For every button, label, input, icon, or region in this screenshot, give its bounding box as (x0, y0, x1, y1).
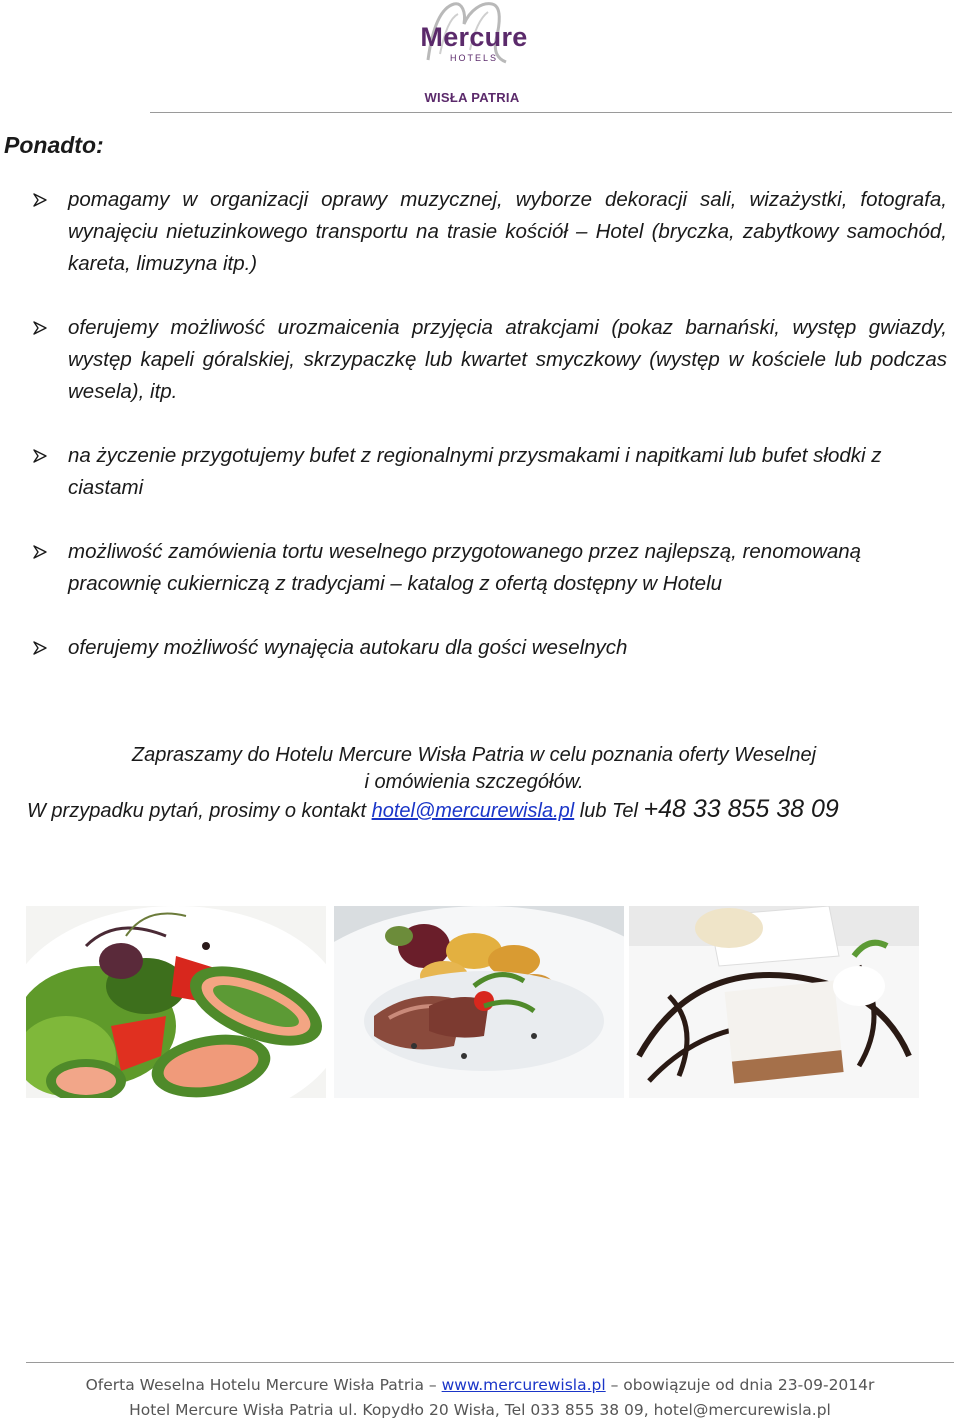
arrow-right-icon (32, 640, 48, 656)
list-item-text: pomagamy w organizacji oprawy muzycznej, wyborze dekoracji sali, wizażystki, fotografa, wynajęciu nietuzinkowego transportu na trasie kościół – Hotel (bryczka, zabytkowy samochód, kareta, limuzyna itp.) (68, 188, 947, 275)
brand-name: Mercure (420, 22, 528, 52)
arrow-right-icon (32, 192, 48, 208)
section-title: Ponadto: (4, 132, 104, 158)
arrow-right-icon (32, 448, 48, 464)
list-item-text: oferujemy możliwość wynajęcia autokaru dla gości weselnych (68, 636, 628, 659)
footer-address: Hotel Mercure Wisła Patria ul. Kopydło 20 Wisła, Tel 033 855 38 09, hotel@mercurewisla.pl (129, 1401, 831, 1419)
invitation-line: Zapraszamy do Hotelu Mercure Wisła Patria w celu poznania oferty Weselnej (131, 744, 817, 766)
contact-line (27, 795, 839, 824)
footer-prefix: Oferta Weselna Hotelu Mercure Wisła Patria – (85, 1376, 442, 1394)
page-footer (0, 1373, 960, 1423)
header-divider (150, 112, 952, 113)
list-item (32, 184, 947, 280)
duck-breast-potatoes-photo (334, 906, 624, 1098)
food-photos (0, 906, 960, 1098)
contact-middle: lub Tel (574, 800, 644, 822)
hotel-name: WISŁA PATRIA (424, 90, 520, 105)
list-item-text: możliwość zamówienia tortu weselnego przygotowanego przez najlepszą, renomowaną pracownię cukierniczą z tradycjami – katalog z ofertą dostępny w Hotelu (68, 540, 862, 595)
offer-list (32, 184, 947, 696)
page-header (0, 0, 960, 120)
email-link[interactable]: hotel@mercurewisla.pl (371, 800, 575, 822)
invitation-text (0, 742, 948, 796)
footer-line (0, 1373, 960, 1398)
list-item (32, 632, 947, 664)
footer-divider (26, 1362, 954, 1363)
arrow-right-icon (32, 544, 48, 560)
contact-prefix: W przypadku pytań, prosimy o kontakt (27, 800, 372, 822)
brand-subtitle: HOTELS (449, 53, 498, 63)
footer-suffix: – obowiązuje od dnia 23-09-2014r (605, 1376, 875, 1394)
phone-number: +48 33 855 38 09 (643, 795, 839, 823)
arrow-right-icon (32, 320, 48, 336)
list-item (32, 536, 947, 600)
cake-dessert-photo (629, 906, 919, 1098)
salmon-spinach-roll-photo (26, 906, 326, 1098)
list-item-text: oferujemy możliwość urozmaicenia przyjęcia atrakcjami (pokaz barnański, występ gwiazdy, występ kapeli góralskiej, skrzypaczkę lub kwartet smyczkowy (występ w kościele lub podczas wesela), itp. (68, 316, 947, 403)
invitation-line: i omówienia szczegółów. (364, 771, 584, 793)
list-item (32, 440, 947, 504)
website-link[interactable]: www.mercurewisla.pl (441, 1376, 606, 1394)
list-item-text: na życzenie przygotujemy bufet z regionalnymi przysmakami i napitkami lub bufet słodki z ciastami (68, 444, 882, 499)
list-item (32, 312, 947, 408)
